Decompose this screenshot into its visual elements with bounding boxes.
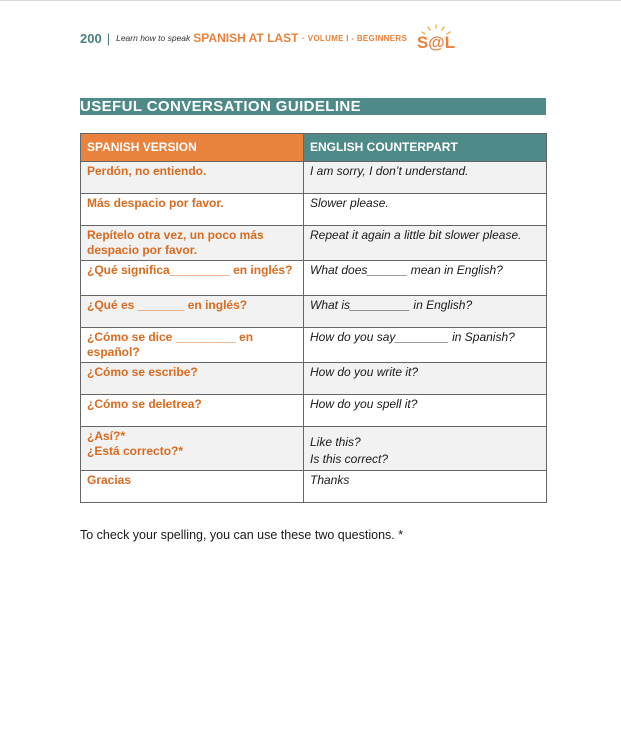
spanish-cell: ¿Qué significa_________ en inglés?	[81, 261, 304, 296]
spanish-cell: Perdón, no entiendo.	[81, 162, 304, 194]
table-row	[81, 328, 547, 363]
table-row	[81, 427, 547, 471]
english-cell: What does______ mean in English?	[304, 261, 547, 296]
english-cell	[304, 427, 547, 471]
english-cell: I am sorry, I don’t understand.	[304, 162, 547, 194]
logo-text: S@L	[416, 33, 456, 52]
spanish-cell	[81, 427, 304, 471]
table-row	[81, 194, 547, 226]
header-volume: VOLUME I - BEGINNERS	[307, 33, 408, 43]
table-row	[81, 395, 547, 427]
header-spanish: SPANISH VERSION	[81, 134, 304, 162]
spanish-cell: Gracias	[81, 471, 304, 503]
footnote: To check your spelling, you can use these two questions. *	[80, 528, 404, 542]
page-number: 200	[80, 30, 102, 46]
spanish-cell: Repítelo otra vez, un poco más despacio por favor.	[81, 226, 304, 261]
spanish-cell: ¿Cómo se escribe?	[81, 363, 304, 395]
table-row	[81, 363, 547, 395]
spanish-line: ¿Así?*	[87, 429, 126, 443]
english-cell: How do you say________ in Spanish?	[304, 328, 547, 363]
header-separator: |	[106, 30, 111, 46]
header-tagline: Learn how to speak	[116, 33, 191, 43]
english-cell: How do you spell it?	[304, 395, 547, 427]
table-row	[81, 296, 547, 328]
table-header-row	[81, 134, 547, 162]
header-brand: SPANISH AT LAST	[193, 31, 299, 45]
spanish-cell: ¿Cómo se dice _________ en español?	[81, 328, 304, 363]
table-row	[81, 471, 547, 503]
table-row	[81, 261, 547, 296]
top-rule	[0, 0, 621, 1]
table-row	[81, 162, 547, 194]
conversation-table	[80, 133, 547, 503]
english-line: Like this?	[310, 435, 361, 449]
header-english: ENGLISH COUNTERPART	[304, 134, 547, 162]
english-cell: Thanks	[304, 471, 547, 503]
sun-logo-icon	[413, 23, 459, 53]
spanish-cell: ¿Cómo se deletrea?	[81, 395, 304, 427]
english-cell: What is_________ in English?	[304, 296, 547, 328]
english-cell: Repeat it again a little bit slower please.	[304, 226, 547, 261]
spanish-cell: ¿Qué es _______ en inglés?	[81, 296, 304, 328]
spanish-line: ¿Está correcto?*	[87, 444, 184, 458]
spanish-cell: Más despacio por favor.	[81, 194, 304, 226]
page-header	[80, 26, 459, 50]
table-row	[81, 226, 547, 261]
english-line: Is this correct?	[310, 452, 389, 466]
header-dash: -	[301, 32, 305, 44]
english-cell: Slower please.	[304, 194, 547, 226]
english-cell: How do you write it?	[304, 363, 547, 395]
section-title: USEFUL CONVERSATION GUIDELINE	[80, 98, 546, 115]
